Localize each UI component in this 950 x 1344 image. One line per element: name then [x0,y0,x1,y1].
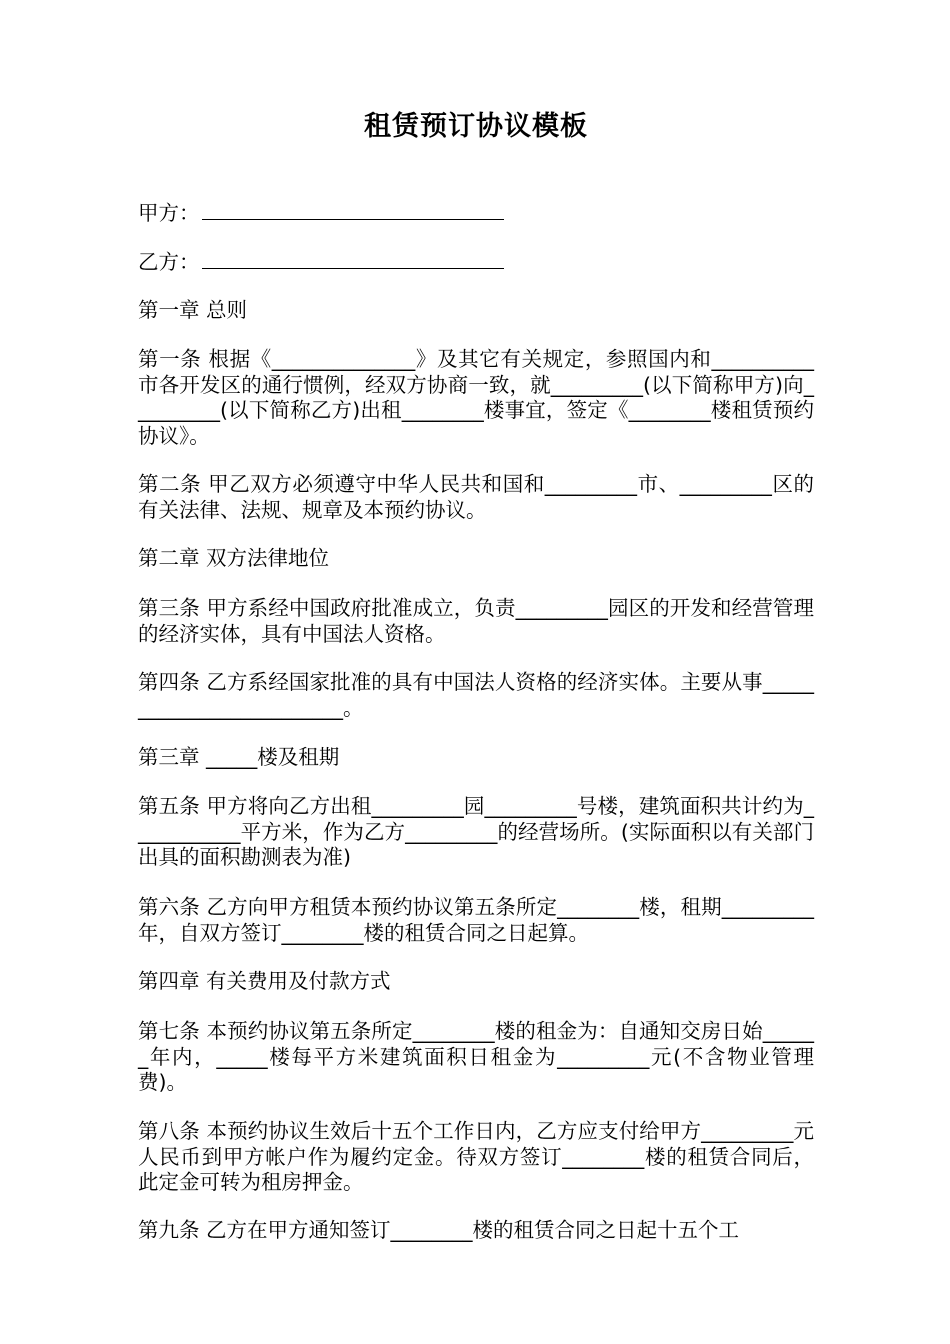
party-b-line [138,249,504,275]
chapter-3-heading: 第三章 _____楼及租期 [138,745,340,769]
chapter-1-heading: 第一章 总则 [138,298,248,322]
party-a-line [138,200,504,226]
party-a-blank [202,201,504,220]
article-7: 第七条 本预约协议第五条所定________楼的租金为：自通知交房日始______年内，_____楼每平方米建筑面积日租金为_________元(不含物业管理费)。 [138,1019,814,1094]
article-9: 第九条 乙方在甲方通知签订________楼的租赁合同之日起十五个工 [138,1218,740,1242]
chapter-2-heading: 第二章 双方法律地位 [138,546,330,570]
party-b-label: 乙方： [138,250,200,274]
party-b-blank [202,250,504,269]
article-6: 第六条 乙方向甲方租赁本预约协议第五条所定________楼，租期_________年，自双方签订________楼的租赁合同之日起算。 [138,895,814,945]
article-2: 第二条 甲乙双方必须遵守中华人民共和国和_________市、_________区的有关法律、法规、规章及本预约协议。 [138,472,814,522]
article-1: 第一条 根据《______________》及其它有关规定，参照国内和__________市各开发区的通行惯例，经双方协商一致，就_________(以下简称甲方)向_________(以下简称乙方)出租________楼事宜，签定《________楼租赁预约协议》。 [138,347,814,448]
chapter-4-heading: 第四章 有关费用及付款方式 [138,969,391,993]
article-4: 第四条 乙方系经国家批准的具有中国法人资格的经济实体。主要从事_________________________。 [138,670,814,720]
party-a-label: 甲方： [138,201,200,225]
article-5: 第五条 甲方将向乙方出租_________园_________号楼，建筑面积共计约为___________平方米，作为乙方_________的经营场所。(实际面积以有关部门出具的面积勘测表为准) [138,794,814,869]
article-8: 第八条 本预约协议生效后十五个工作日内，乙方应支付给甲方_________元人民币到甲方帐户作为履约定金。待双方签订________楼的租赁合同后，此定金可转为租房押金。 [138,1119,814,1194]
article-3: 第三条 甲方系经中国政府批准成立，负责_________园区的开发和经营管理的经济实体，具有中国法人资格。 [138,596,814,646]
document-title: 租赁预订协议模板 [364,111,588,142]
